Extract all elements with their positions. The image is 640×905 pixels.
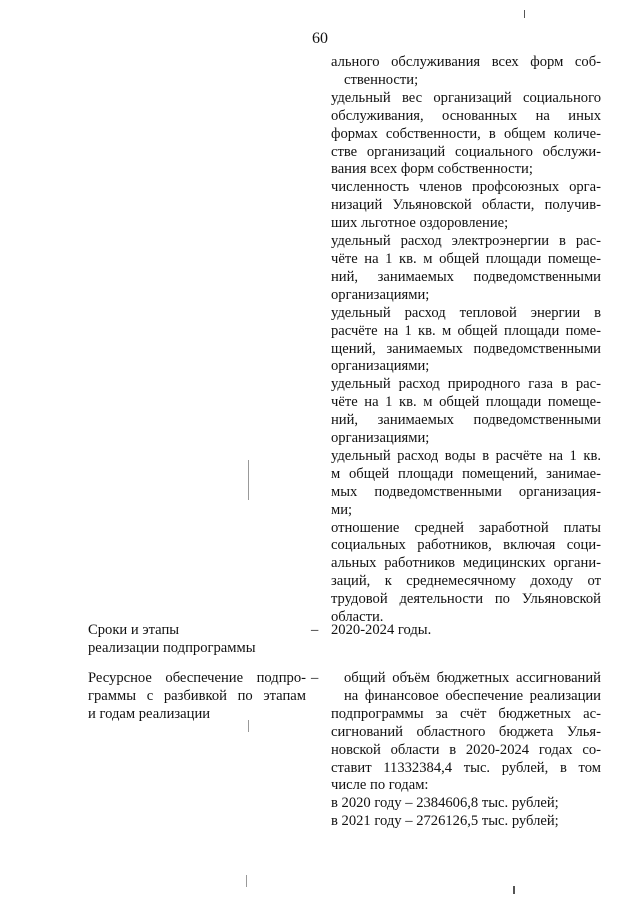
resources-value-line: новской области в 2020-2024 годах со- xyxy=(331,741,601,758)
indicator-line: ального обслуживания всех форм соб- xyxy=(331,54,601,70)
indicator-line: организациями; xyxy=(331,286,430,303)
year-allocation: в 2021 году – 2726126,5 тыс. рублей; xyxy=(331,813,559,830)
indicator-line: удельный расход воды в расчёте на 1 кв. xyxy=(331,447,601,464)
indicator-item xyxy=(331,233,601,305)
terms-label-line: Сроки и этапы xyxy=(88,622,180,638)
resources-value-line: числе по годам: xyxy=(331,777,429,794)
indicator-line: м общей площади помещений, занимае- xyxy=(331,465,601,482)
indicator-line: ших льготное оздоровление; xyxy=(331,215,509,232)
indicator-line: ний, занимаемых подведомственными xyxy=(331,268,601,285)
indicator-line: альных работников медицинских органи- xyxy=(331,555,601,572)
indicator-line: заций, к среднемесячному доходу от xyxy=(331,573,601,590)
indicator-item xyxy=(331,179,601,233)
scan-mark xyxy=(246,875,247,887)
terms-label-line: реализации подпрограммы xyxy=(88,639,256,656)
indicator-line: социальных работников, включая соци- xyxy=(331,537,601,554)
indicator-line: расчёте на 1 кв. м общей площади поме- xyxy=(331,322,601,339)
scan-mark xyxy=(248,720,249,732)
indicator-line: вания всех форм собственности; xyxy=(331,161,533,178)
indicator-line: низаций Ульяновской области, получив- xyxy=(331,197,601,214)
indicator-line: трудовой деятельности по Ульяновской xyxy=(331,591,601,608)
indicator-line: удельный расход природного газа в рас- xyxy=(331,376,601,393)
indicator-line: отношение средней заработной платы xyxy=(331,519,601,536)
indicator-line: чёте на 1 кв. м общей площади помеще- xyxy=(331,250,601,267)
indicator-item xyxy=(331,448,601,520)
resources-value-line: ставит 11332384,4 тыс. рублей, в том xyxy=(331,759,601,776)
indicator-item xyxy=(331,376,601,448)
terms-label xyxy=(88,622,306,658)
indicator-line: удельный расход электроэнергии в рас- xyxy=(331,233,601,250)
scan-mark xyxy=(248,460,249,500)
indicator-line: удельный расход тепловой энергии в xyxy=(331,304,601,321)
indicator-item xyxy=(331,520,601,627)
indicator-line: обслуживания, основанных на иных xyxy=(331,107,601,124)
indicator-line: стве организаций социального обслужи- xyxy=(331,143,601,160)
indicator-line: области. xyxy=(331,609,384,626)
resources-value-line: подпрограммы за счёт бюджетных ас- xyxy=(331,705,601,722)
indicator-line: организациями; xyxy=(331,358,430,375)
resources-value-line: сигнований областного бюджета Улья- xyxy=(331,723,601,740)
resources-value-line: на финансовое обеспечение реализации xyxy=(344,687,601,704)
indicator-line: численность членов профсоюзных орга- xyxy=(331,179,601,196)
year-allocation: в 2020 году – 2384606,8 тыс. рублей; xyxy=(331,795,559,812)
indicators-list xyxy=(331,54,601,627)
indicator-line: щений, занимаемых подведомственными xyxy=(331,340,601,357)
resources-label-line: граммы с разбивкой по этапам xyxy=(88,687,306,704)
indicator-item xyxy=(331,305,601,377)
indicator-line: ний, занимаемых подведомственными xyxy=(331,412,601,429)
indicator-line: формах собственности, в общем количе- xyxy=(331,125,601,142)
scan-mark xyxy=(524,10,525,18)
terms-value: 2020-2024 годы. xyxy=(331,622,432,638)
resources-dash: – xyxy=(311,670,319,686)
scan-mark xyxy=(513,886,515,894)
indicator-line: организациями; xyxy=(331,430,430,447)
indicator-item xyxy=(331,90,601,180)
resources-value xyxy=(331,670,601,831)
indicator-line: мых подведомственными организация- xyxy=(331,483,601,500)
indicator-line: удельный вес организаций социального xyxy=(331,89,601,106)
resources-label-line: и годам реализации xyxy=(88,705,211,722)
indicator-line: ми; xyxy=(331,501,353,518)
indicator-line: чёте на 1 кв. м общей площади помеще- xyxy=(331,394,601,411)
terms-dash: – xyxy=(311,622,319,638)
page-number: 60 xyxy=(312,30,328,47)
resources-label-line: Ресурсное обеспечение подпро- xyxy=(88,670,306,686)
indicator-line: ственности; xyxy=(344,71,419,88)
indicator-item xyxy=(331,54,601,90)
resources-label xyxy=(88,670,306,724)
resources-value-line: общий объём бюджетных ассигнований xyxy=(344,670,601,686)
